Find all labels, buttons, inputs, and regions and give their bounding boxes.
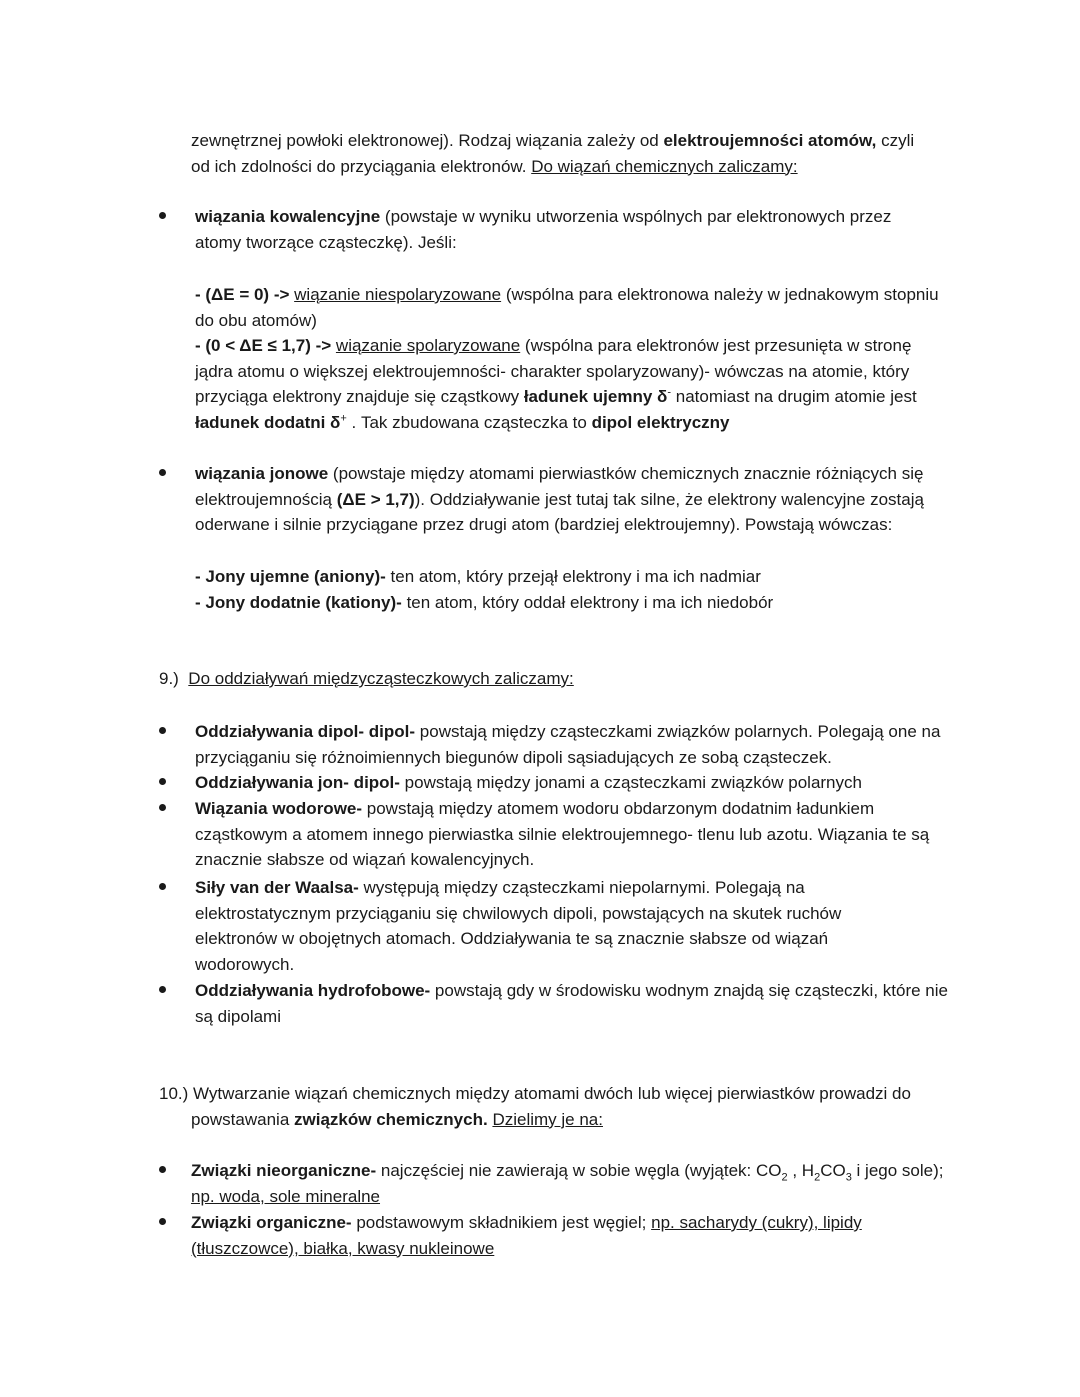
item-term: Siły van der Waalsa- bbox=[195, 878, 359, 897]
section-text: Wytwarzanie wiązań chemicznych między atomami dwóch lub więcej pierwiastków prowadzi do powstawania bbox=[188, 1084, 911, 1129]
list-item-inorganic bbox=[191, 1158, 961, 1209]
list-item-organic bbox=[191, 1210, 911, 1261]
ion-types bbox=[195, 564, 955, 615]
section-number: 9.) bbox=[159, 669, 179, 688]
item-desc: najczęściej nie zawierają w sobie węgla (wyjątek: CO bbox=[376, 1161, 782, 1180]
intro-underlined: Do wiązań chemicznych zaliczamy: bbox=[531, 156, 798, 176]
item-desc: i jego sole); bbox=[851, 1161, 944, 1180]
section-10-paragraph bbox=[159, 1081, 959, 1132]
case-condition: - (ΔE = 0) -> bbox=[195, 285, 290, 304]
item-desc: powstają między atomem wodoru obdarzonym dodatnim ładunkiem cząstkowym a atomem innego pierwiastka silnie elektroujemnego- tlenu lub azotu. Wiązania te są znacznie słabsze od wiązań kowalencyjnych. bbox=[195, 799, 930, 869]
cation-label: - Jony dodatnie (kationy)- bbox=[195, 592, 402, 612]
bullet-dot bbox=[159, 1218, 166, 1225]
item-desc: podstawowym składnikiem jest węgiel; bbox=[351, 1213, 652, 1232]
item-term: Oddziaływania jon- dipol- bbox=[195, 773, 400, 792]
bullet-dot bbox=[159, 212, 166, 219]
item-desc: występują między cząsteczkami niepolarnymi. Polegają na elektrostatycznym przyciąganiu się chwilowych dipoli, powstających na skutek ruchów elektronów w obojętnych atomach. Oddziaływania te są znacznie słabsze od wiązań wodorowych. bbox=[195, 878, 842, 974]
list-item bbox=[195, 719, 945, 770]
item-term: Oddziaływania hydrofobowe- bbox=[195, 981, 431, 1000]
item-term: Związki organiczne- bbox=[191, 1213, 352, 1232]
item-term: Oddziaływania dipol- dipol- bbox=[195, 722, 416, 741]
item-desc: powstają między cząsteczkami związków polarnych. Polegają one na przyciąganiu się różnoimiennych biegunów dipoli sąsiadujących ze sobą cząsteczek. bbox=[195, 722, 941, 767]
list-item bbox=[195, 978, 950, 1029]
bullet-dot bbox=[159, 727, 166, 734]
bullet-dot bbox=[159, 804, 166, 811]
intro-text: od ich zdolności do przyciągania elektronów. bbox=[191, 156, 532, 176]
item-desc: powstają między jonami a cząsteczkami związków polarnych bbox=[399, 773, 862, 792]
negative-sup: - bbox=[667, 386, 672, 399]
section-heading: Do oddziaływań międzycząsteczkowych zaliczamy: bbox=[188, 669, 574, 688]
section-9-heading bbox=[159, 666, 959, 692]
ionic-desc: (powstaje między atomami pierwiastków chemicznych znacznie różniących się elektroujemnością bbox=[195, 464, 924, 509]
intro-text: czyli bbox=[876, 131, 915, 150]
negative-charge: ładunek ujemny δ bbox=[523, 387, 668, 406]
case-desc: natomiast na drugim atomie jest bbox=[671, 387, 917, 406]
section-bold-term: związków chemicznych. bbox=[294, 1109, 488, 1129]
intro-paragraph bbox=[191, 128, 951, 179]
list-item bbox=[195, 770, 945, 796]
section-underlined: Dzielimy je na: bbox=[492, 1109, 603, 1129]
intro-bold-term: elektroujemności atomów, bbox=[663, 131, 877, 150]
item-desc: CO bbox=[820, 1161, 846, 1180]
covalent-desc: (powstaje w wyniku utworzenia wspólnych par elektronowych przez atomy tworzące cząsteczkę). Jeśli: bbox=[195, 207, 892, 252]
case-desc: (wspólna para elektronów jest przesunięta w stronę jądra atomu o większej elektroujemności- charakter spolaryzowany)- wówczas na atomie, który przyciąga elektrony znajduje się cząstkowy bbox=[195, 336, 912, 406]
dipol-term: dipol elektryczny bbox=[591, 412, 730, 432]
list-item bbox=[195, 796, 950, 873]
item-desc: , H bbox=[787, 1161, 815, 1180]
covalent-title: wiązania kowalencyjne bbox=[195, 207, 381, 226]
list-item bbox=[195, 875, 895, 977]
covalent-bond-item bbox=[195, 204, 935, 255]
bullet-dot bbox=[159, 883, 166, 890]
anion-label: - Jony ujemne (aniony)- bbox=[195, 567, 386, 586]
item-desc: powstają gdy w środowisku wodnym znajdą się cząsteczki, które nie są dipolami bbox=[195, 981, 948, 1026]
positive-charge: ładunek dodatni δ bbox=[195, 412, 341, 432]
ionic-title: wiązania jonowe bbox=[195, 464, 329, 483]
cation-desc: ten atom, który oddał elektrony i ma ich niedobór bbox=[401, 592, 774, 612]
item-examples: np. woda, sole mineralne bbox=[191, 1186, 381, 1206]
ionic-desc: ). Oddziaływanie jest tutaj tak silne, że elektrony walencyjne zostają oderwane i silnie przyciągane przez drugi atom (bardziej elektroujemny). Powstają wówczas: bbox=[195, 489, 924, 534]
ionic-condition: (ΔE > 1,7) bbox=[336, 489, 415, 509]
case-condition: - (0 < ΔE ≤ 1,7) -> bbox=[195, 336, 332, 355]
section-number: 10.) bbox=[159, 1084, 189, 1103]
item-term: Wiązania wodorowe- bbox=[195, 799, 363, 818]
case-term: wiązanie spolaryzowane bbox=[335, 336, 521, 355]
anion-desc: ten atom, który przejął elektrony i ma ich nadmiar bbox=[385, 567, 761, 586]
bullet-dot bbox=[159, 778, 166, 785]
subscript: 3 bbox=[845, 1171, 852, 1184]
case-term: wiązanie niespolaryzowane bbox=[294, 285, 502, 304]
case-desc: . Tak zbudowana cząsteczka to bbox=[346, 412, 592, 432]
intro-text: zewnętrznej powłoki elektronowej). Rodzaj wiązania zależy od bbox=[191, 131, 664, 150]
subscript: 2 bbox=[781, 1171, 788, 1184]
bullet-dot bbox=[159, 1166, 166, 1173]
ionic-bond-item bbox=[195, 461, 955, 538]
bullet-dot bbox=[159, 986, 166, 993]
positive-sup: + bbox=[340, 411, 347, 424]
item-examples: np. sacharydy (cukry), lipidy (tłuszczowce), białka, kwasy nukleinowe bbox=[191, 1213, 862, 1258]
item-term: Związki nieorganiczne- bbox=[191, 1161, 377, 1180]
case-desc: (wspólna para elektronowa należy w jednakowym stopniu do obu atomów) bbox=[195, 285, 939, 330]
bullet-dot bbox=[159, 469, 166, 476]
subscript: 2 bbox=[814, 1171, 821, 1184]
covalent-cases bbox=[195, 282, 945, 435]
